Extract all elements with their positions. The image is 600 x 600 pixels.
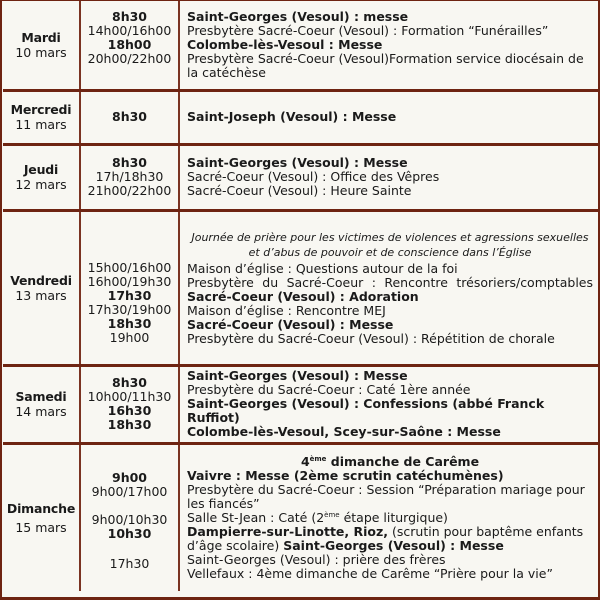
times-cell (80, 1, 179, 90)
day-name: Dimanche (6, 500, 76, 516)
time: 17h/18h30 (95, 169, 164, 184)
time: 8h30 (112, 8, 147, 24)
day-row-vendredi (3, 210, 600, 365)
day-cell (3, 443, 80, 591)
day-row-jeudi (3, 144, 600, 210)
time: 9h00 (112, 469, 147, 485)
day-cell (3, 1, 80, 90)
event: Sacré-Coeur (Vesoul) : Messe (187, 316, 394, 332)
times-cell (80, 90, 179, 144)
times-cell (80, 443, 179, 591)
time: 8h30 (112, 109, 147, 124)
event: Vaivre : Messe (2ème scrutin catéchumènes) (187, 467, 504, 483)
day-date: 13 mars (15, 287, 67, 303)
day-row-mercredi (3, 90, 600, 144)
day-name: Mercredi (10, 102, 72, 117)
time: 9h00/10h30 (91, 511, 168, 527)
day-cell (3, 90, 80, 144)
day-heading: 4ème dimanche de Carême (300, 453, 480, 469)
time: 16h00/19h30 (87, 273, 172, 289)
events-cell (179, 144, 600, 210)
day-row-samedi (3, 365, 600, 443)
event: Saint-Joseph (Vesoul) : Messe (187, 109, 397, 124)
event: Saint-Georges (Vesoul) : Confessions (abbé Franck Ruffiot) (187, 396, 545, 425)
time: 16h30 (107, 403, 152, 418)
time: 18h30 (107, 315, 152, 331)
day-name: Mardi (21, 29, 61, 45)
event: Presbytère Sacré-Coeur (Vesoul)Formation service diocésain de la catéchèse (187, 50, 584, 80)
day-date: 12 mars (15, 177, 67, 192)
event: Maison d’église : Questions autour de la foi (187, 260, 458, 276)
event: Salle St-Jean : Caté (2ème étape liturgique) (187, 509, 448, 525)
day-cell (3, 365, 80, 443)
day-row-mardi (3, 1, 600, 90)
event: Saint-Georges (Vesoul) : prière des frères (187, 551, 446, 567)
events-cell (179, 443, 600, 591)
time: 8h30 (112, 155, 147, 170)
time: 14h00/16h00 (87, 22, 172, 38)
event: Saint-Georges (Vesoul) : Messe (187, 155, 408, 170)
event: Dampierre-sur-Linotte, Rioz, (scrutin pour baptême enfants d’âge scolaire) Saint-Georges (Vesoul) : Messe (187, 523, 584, 553)
time: 8h30 (112, 375, 147, 390)
day-name: Jeudi (23, 162, 59, 177)
time: 9h00/17h00 (91, 483, 168, 499)
time: 21h00/22h00 (87, 183, 172, 198)
day-date: 14 mars (15, 404, 67, 419)
weekly-schedule-table (3, 1, 600, 591)
event: Presbytère du Sacré-Coeur : Caté 1ère année (187, 382, 471, 397)
day-cell (3, 210, 80, 365)
event: Maison d’église : Rencontre MEJ (187, 302, 386, 318)
times-cell (80, 365, 179, 443)
event: Saint-Georges (Vesoul) : Messe (187, 368, 408, 383)
event: Presbytère du Sacré-Coeur (Vesoul) : Répétition de chorale (187, 330, 555, 346)
event: Colombe-lès-Vesoul : Messe (187, 36, 383, 52)
time: 20h00/22h00 (87, 50, 172, 66)
day-cell (3, 144, 80, 210)
day-name: Vendredi (10, 272, 72, 288)
event: Vellefaux : 4ème dimanche de Carême “Prière pour la vie” (187, 565, 553, 581)
times-cell (80, 144, 179, 210)
times-cell (80, 210, 179, 365)
event: Sacré-Coeur (Vesoul) : Heure Sainte (187, 183, 412, 198)
time: 17h30/19h00 (87, 301, 172, 317)
time: 10h00/11h30 (87, 389, 172, 404)
day-intro-note: Journée de prière pour les victimes de violences et agressions sexuelles et d’abus de pouvoir et de conscience dans l’Église (191, 230, 589, 259)
day-date: 10 mars (15, 44, 67, 60)
day-date: 11 mars (15, 117, 67, 132)
event: Sacré-Coeur (Vesoul) : Office des Vêpres (187, 169, 440, 184)
day-name: Samedi (15, 389, 67, 404)
events-cell (179, 365, 600, 443)
event: Saint-Georges (Vesoul) : messe (187, 8, 409, 24)
day-date: 15 mars (15, 519, 67, 535)
event: Presbytère du Sacré-Coeur : Rencontre trésoriers/comptables (187, 274, 593, 290)
time: 18h30 (107, 417, 152, 432)
time: 17h30 (107, 287, 152, 303)
events-cell (179, 90, 600, 144)
time: 10h30 (107, 525, 152, 541)
time: 18h00 (107, 36, 152, 52)
event: Presbytère Sacré-Coeur (Vesoul) : Formation “Funérailles” (187, 22, 549, 38)
day-row-dimanche (3, 443, 600, 591)
event: Sacré-Coeur (Vesoul) : Adoration (187, 288, 419, 304)
time: 19h00 (109, 329, 150, 345)
events-cell (179, 210, 600, 365)
event: Presbytère du Sacré-Coeur : Session “Préparation mariage pour les fiancés” (187, 481, 585, 511)
event: Colombe-lès-Vesoul, Scey-sur-Saône : Messe (187, 424, 501, 439)
time: 15h00/16h00 (87, 259, 172, 275)
events-cell (179, 1, 600, 90)
time: 17h30 (109, 555, 150, 571)
